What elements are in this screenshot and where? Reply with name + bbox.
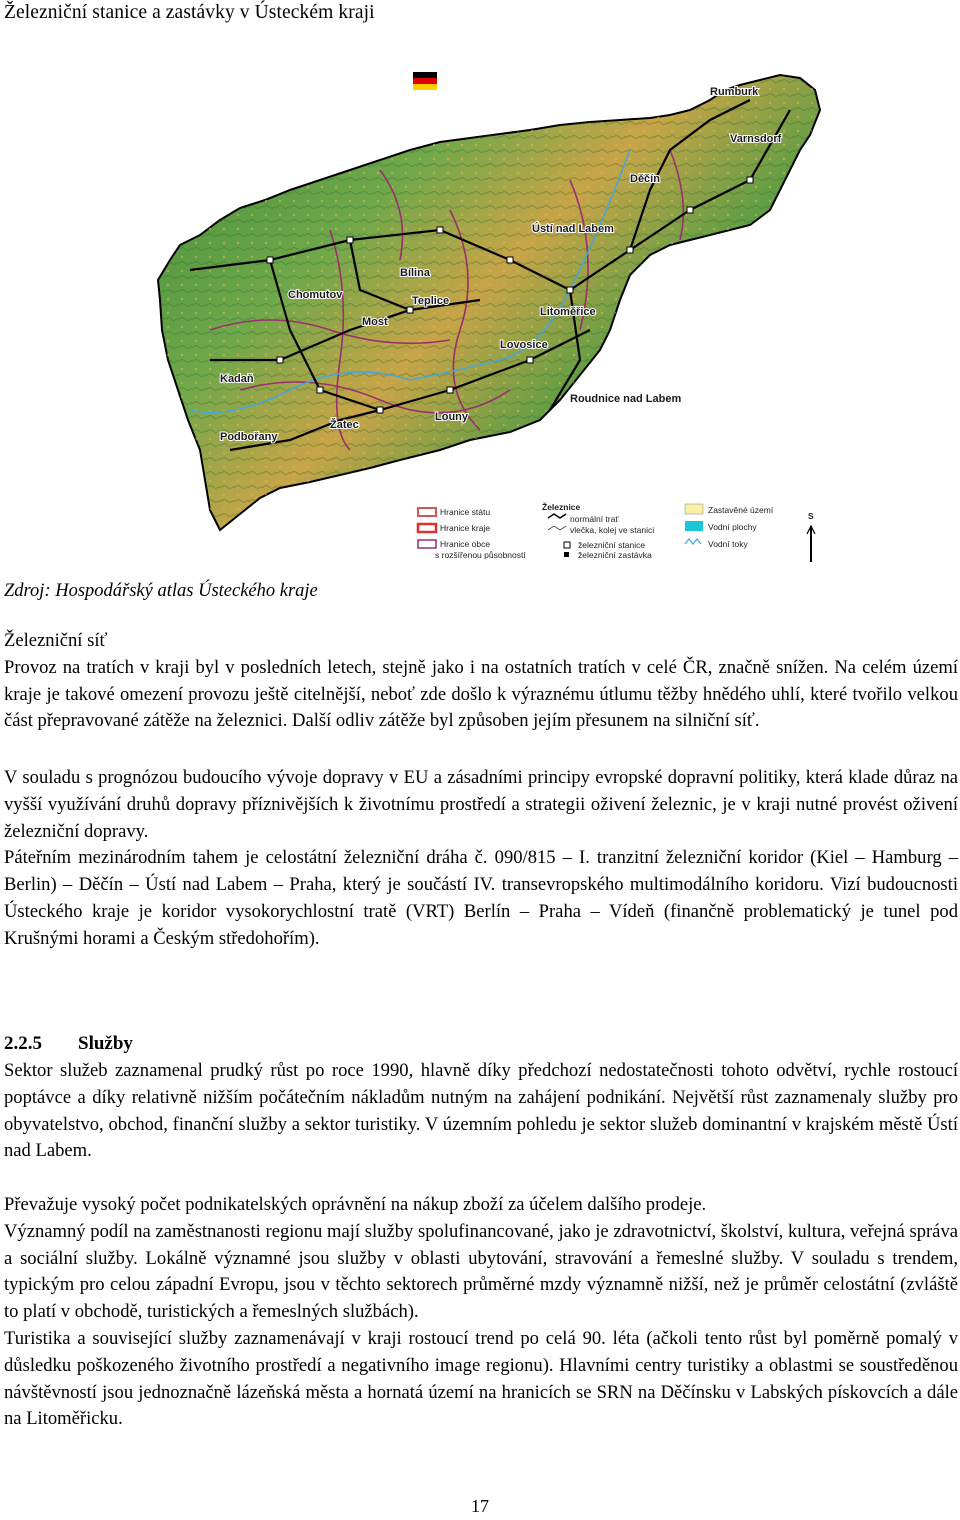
legend-item: Zastavěné území (708, 505, 774, 515)
map-label: Bílina (400, 267, 430, 279)
section-railway (4, 628, 958, 735)
paragraph: Turistika a související služby zaznamenávají v kraji rostoucí trend po celá 90. léta (ačkoli tento růst byl poměrně pomalý v důsledku poškozeného životního prostředí a negativního image regionu). Hlavními centry turistiky a oblastmi se soustředěnou návštěvností jsou jednoznačně lázeňská města a hornatá území na hranicích se SRN na Děčínsku v Labských pískovcích a dále na Litoměřicku. (4, 1327, 958, 1430)
section-number: 2.2.5 (4, 1033, 42, 1054)
paragraph: Převažuje vysoký počet podnikatelských oprávnění na nákup zboží za účelem dalšího prodeje. (4, 1194, 707, 1215)
legend-item: železniční stanice (578, 540, 646, 550)
map-label: Roudnice nad Labem (570, 393, 682, 405)
legend-item: Hranice státu (440, 507, 491, 517)
map-label: Kadaň (220, 373, 254, 385)
map-label: Děčín (630, 173, 660, 185)
section-heading: Železniční síť (4, 630, 108, 651)
north-arrow-icon (807, 511, 815, 562)
map-label: Litoměřice (540, 306, 596, 318)
legend-item: Hranice obce (440, 539, 491, 549)
map-label: Most (362, 316, 388, 328)
section-services-cont (4, 1192, 958, 1433)
map-label: Ústí nad Labem (532, 223, 614, 235)
paragraph: Sektor služeb zaznamenal prudký růst po roce 1990, hlavně díky předchozí nedostatečnosti tohoto odvětví, rychle rostoucí poptávce a díky relativně nižším počátečním nákladům nutným na zahájení podnikání. Největší růst zaznamenaly služby pro obyvatelstvo, obchod, finanční služby a sektor turistiky. V územním pohledu je sektor služeb dominantní v krajském městě Ústí nad Labem. (4, 1060, 958, 1162)
section-heading-services (4, 1033, 133, 1055)
legend-item: Vodní plochy (708, 522, 757, 532)
svg-text:S: S (808, 511, 814, 521)
section-railway-cont (4, 765, 958, 953)
paragraph: V souladu s prognózou budoucího vývoje dopravy v EU a zásadními principy evropské dopravní politiky, která klade důraz na vyšší využívání druhů dopravy příznivějších k životnímu prostředí a strategii oživení železnic, je v kraji nutné provést oživení železniční dopravy. (4, 767, 958, 842)
map-caption: Zdroj: Hospodářský atlas Ústeckého kraje (4, 581, 318, 601)
german-flag-icon (413, 72, 437, 90)
section-title: Služby (78, 1033, 133, 1054)
railway-map (150, 30, 830, 565)
map-label: Podbořany (220, 431, 278, 443)
section-services (4, 1058, 958, 1165)
page-title: Železniční stanice a zastávky v Ústeckém kraji (4, 2, 375, 23)
map-label: Chomutov (288, 289, 343, 301)
page-number: 17 (471, 1496, 489, 1516)
paragraph: Páteřním mezinárodním tahem je celostátní železniční dráha č. 090/815 – I. tranzitní železniční koridor (Kiel – Hamburg – Berlin) – Děčín – Ústí nad Labem – Praha, který je součástí IV. transevropského multimodálního koridoru. Vizí budoucnosti Ústeckého kraje je koridor vysokorychlostní tratě (VRT) Berlín – Praha – Vídeň (finančně problematický je tunel pod Krušnými horami a Českým středohořím). (4, 847, 958, 949)
legend-item: normální trať (570, 514, 619, 524)
legend-item: s rozšířenou působností (435, 550, 526, 560)
legend-item: vlečka, kolej ve stanici (570, 525, 655, 535)
map-svg (150, 30, 830, 565)
paragraph: Provoz na tratích v kraji byl v posledních letech, stejně jako i na ostatních tratích v celé ČR, značně snížen. Na celém území kraje je takové omezení provozu ještě citelnější, neboť zde došlo k výraznému útlumu těžby hnědého uhlí, které tvořilo velkou část přepravované zátěže na železnici. Další odliv zátěže byl způsoben jejím přesunem na silniční síť. (4, 656, 958, 732)
legend-item: železniční zastávka (578, 550, 652, 560)
map-label: Žatec (330, 419, 359, 431)
map-legend (418, 501, 815, 562)
map-label: Teplice (412, 295, 450, 307)
legend-item: Vodní toky (708, 539, 748, 549)
legend-item: Hranice kraje (440, 523, 491, 533)
legend-title: Železnice (542, 502, 581, 512)
map-label: Rumburk (710, 86, 759, 98)
map-label: Lovosice (500, 339, 548, 351)
map-label: Varnsdorf (730, 133, 782, 145)
paragraph: Významný podíl na zaměstnanosti regionu mají služby spolufinancované, jako je zdravotnictví, školství, kultura, veřejná správa a sociální služby. Lokálně významné jsou služby v oblasti ubytování, stravování a řemeslné služby. V souladu s trendem, typickým pro celou západní Evropu, jsou v těchto sektorech průměrné mzdy významně nižší, než je průměr celostátní (zvláště to platí v obchodě, turistických a řemeslných službách). (4, 1220, 958, 1323)
map-label: Louny (435, 411, 468, 423)
